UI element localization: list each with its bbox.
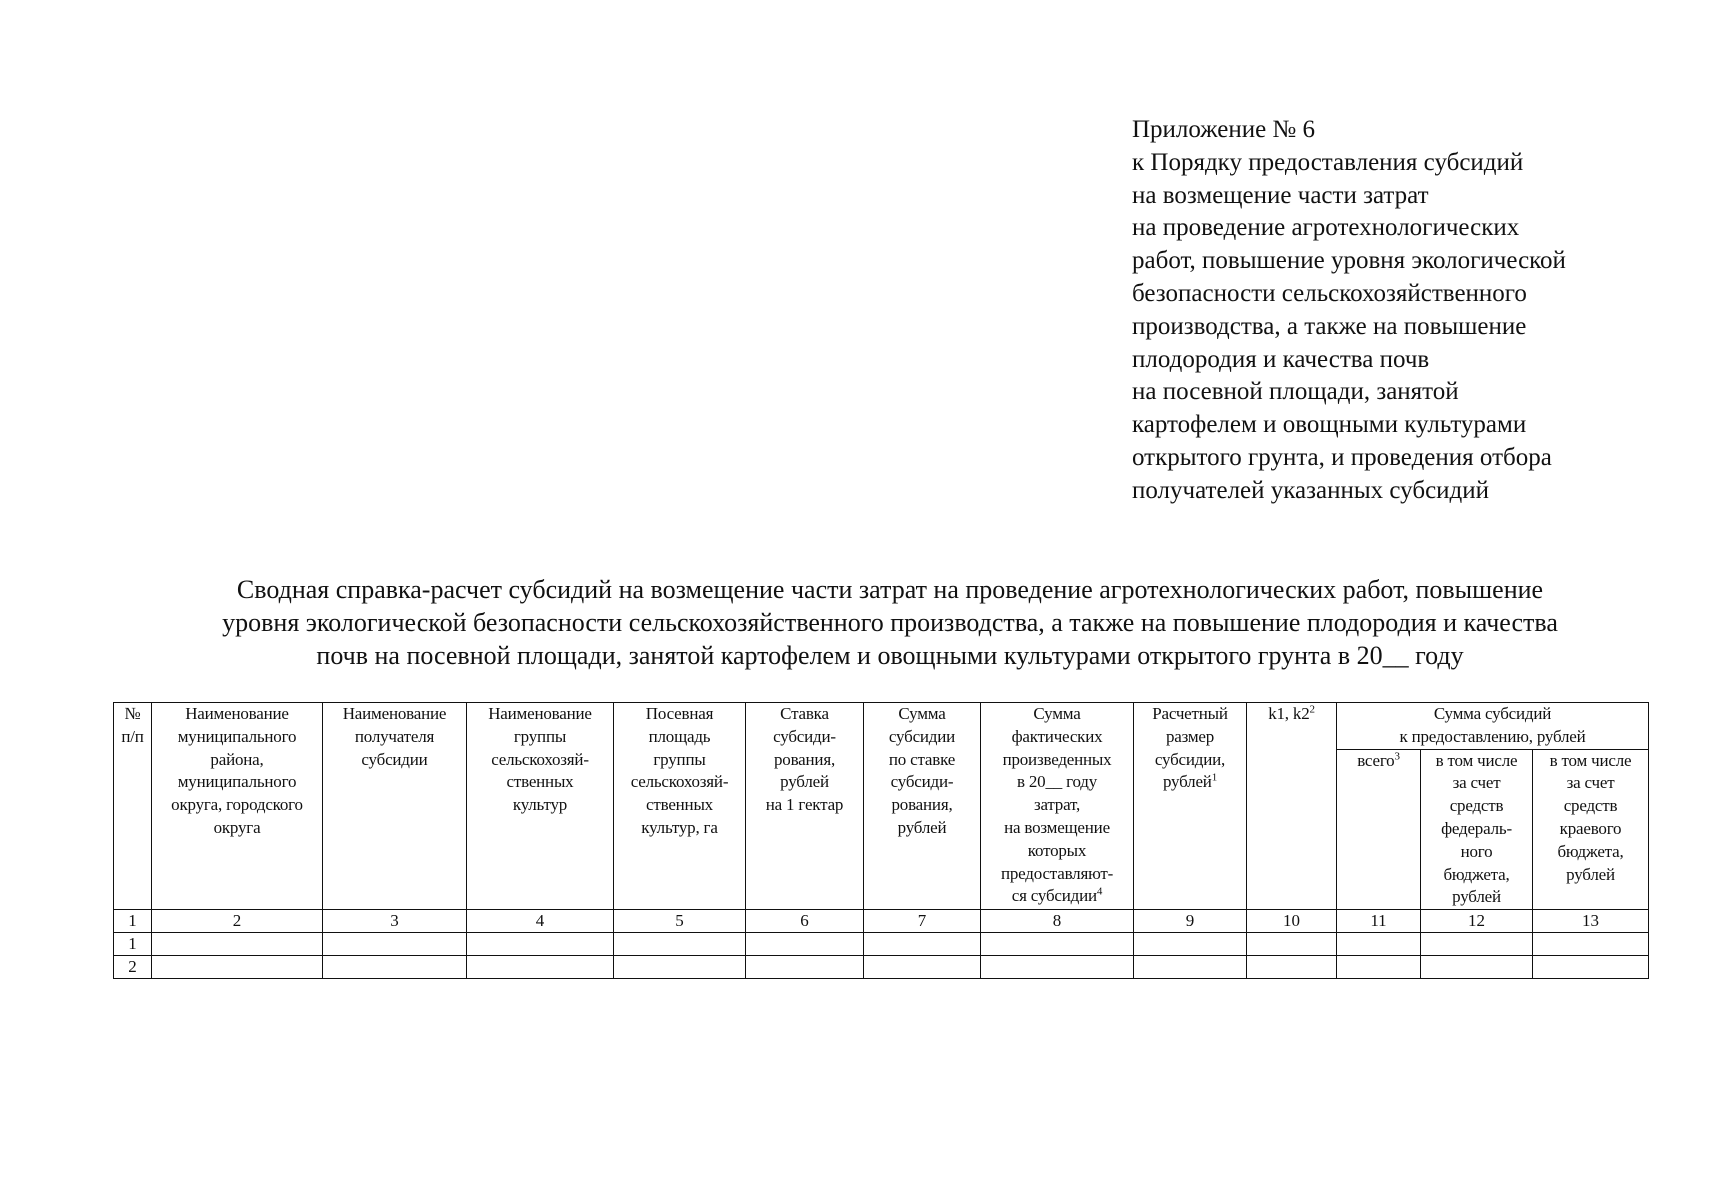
appendix-line: плодородия и качества почв <box>1132 345 1430 373</box>
table-cell <box>981 933 1134 956</box>
header-subsidy-to-provide-group: Сумма субсидий к предоставлению, рублей <box>1337 703 1649 750</box>
column-number: 8 <box>981 910 1134 933</box>
header-subsidy-amount-by-rate: Сумма субсидии по ставке субсиди- рования, рублей <box>864 703 981 910</box>
column-number: 9 <box>1134 910 1247 933</box>
appendix-line: на возмещение части затрат <box>1132 181 1429 209</box>
column-number: 10 <box>1247 910 1337 933</box>
table-row <box>114 933 1649 956</box>
table-cell <box>1134 933 1247 956</box>
header-municipality: Наименование муниципального района, муниципального округа, городского округа <box>152 703 323 910</box>
header-total: всего$^3$ <box>1337 749 1421 910</box>
column-number: 3 <box>323 910 467 933</box>
table-cell <box>467 933 614 956</box>
appendix-caption <box>1132 114 1692 508</box>
header-federal-budget: в том числе за счет средств федераль- ного бюджета, рублей <box>1421 749 1533 910</box>
title-line: Сводная справка-расчет субсидий на возмещение части затрат на проведение агротехнологических работ, повышение <box>236 575 1544 604</box>
header-regional-budget: в том числе за счет средств краевого бюджета, рублей <box>1533 749 1649 910</box>
column-number: 11 <box>1337 910 1421 933</box>
table-cell <box>614 956 746 979</box>
appendix-line: безопасности сельскохозяйственного <box>1132 279 1527 307</box>
column-number: 4 <box>467 910 614 933</box>
document-title <box>130 573 1650 672</box>
title-line: почв на посевной площади, занятой картофелем и овощными культурами открытого грунта в 20__ году <box>316 641 1464 670</box>
column-number: 2 <box>152 910 323 933</box>
column-number: 1 <box>114 910 152 933</box>
table-cell <box>1134 956 1247 979</box>
table-cell <box>323 956 467 979</box>
table-cell <box>323 933 467 956</box>
table-cell <box>864 933 981 956</box>
table-cell <box>1337 933 1421 956</box>
header-coefficients: k1, $k2^2$ <box>1247 703 1337 910</box>
table-cell <box>1421 933 1533 956</box>
column-number: 12 <box>1421 910 1533 933</box>
column-number: 13 <box>1533 910 1649 933</box>
table-cell <box>746 933 864 956</box>
appendix-line: картофелем и овощными культурами <box>1132 411 1527 439</box>
footnote-mark: 4 <box>1096 885 1103 898</box>
table-cell <box>981 956 1134 979</box>
row-number: 2 <box>114 956 152 979</box>
table-cell <box>1421 956 1533 979</box>
column-number-row <box>114 910 1649 933</box>
row-number: 1 <box>114 933 152 956</box>
appendix-line: получателей указанных субсидий <box>1132 476 1490 504</box>
title-line: уровня экологической безопасности сельскохозяйственного производства, а также на повышение плодородия и качества <box>222 608 1558 637</box>
table-cell <box>152 956 323 979</box>
header-calculated-subsidy: Расчетный размер субсидии, рублей$^1$ <box>1134 703 1247 910</box>
appendix-line: на проведение агротехнологических <box>1132 214 1520 242</box>
header-recipient: Наименование получателя субсидии <box>323 703 467 910</box>
header-actual-costs: Сумма фактических произведенных в 20__ году затрат, на возмещение которых предоставляют- ся субсидии$^4$ <box>981 703 1134 910</box>
table-cell <box>614 933 746 956</box>
table-cell <box>1247 956 1337 979</box>
table-cell <box>1337 956 1421 979</box>
table-cell <box>746 956 864 979</box>
appendix-line: к Порядку предоставления субсидий <box>1132 148 1524 176</box>
column-number: 7 <box>864 910 981 933</box>
appendix-line: Приложение № 6 <box>1132 116 1316 143</box>
appendix-line: производства, а также на повышение <box>1132 312 1527 340</box>
table-cell <box>1533 933 1649 956</box>
appendix-line: на посевной площади, занятой <box>1132 378 1459 406</box>
appendix-line: открытого грунта, и проведения отбора <box>1132 443 1552 471</box>
column-number: 5 <box>614 910 746 933</box>
header-subsidy-rate: Ставка субсиди- рования, рублей на 1 гектар <box>746 703 864 910</box>
table-cell <box>1533 956 1649 979</box>
table-cell <box>152 933 323 956</box>
header-crop-group: Наименование группы сельскохозяй- ственных культур <box>467 703 614 910</box>
appendix-line: работ, повышение уровня экологической <box>1132 247 1566 275</box>
table-cell <box>467 956 614 979</box>
subsidy-summary-table <box>113 702 1649 979</box>
table-row <box>114 956 1649 979</box>
column-number: 6 <box>746 910 864 933</box>
footnote-mark: 1 <box>1211 771 1218 784</box>
header-sown-area: Посевная площадь группы сельскохозяй- ственных культур, га <box>614 703 746 910</box>
footnote-mark: 2 <box>1309 703 1315 716</box>
header-row-number: № п/п <box>114 703 152 910</box>
footnote-mark: 3 <box>1394 749 1400 762</box>
table-cell <box>1247 933 1337 956</box>
header-row-1 <box>114 703 1649 750</box>
table-cell <box>864 956 981 979</box>
